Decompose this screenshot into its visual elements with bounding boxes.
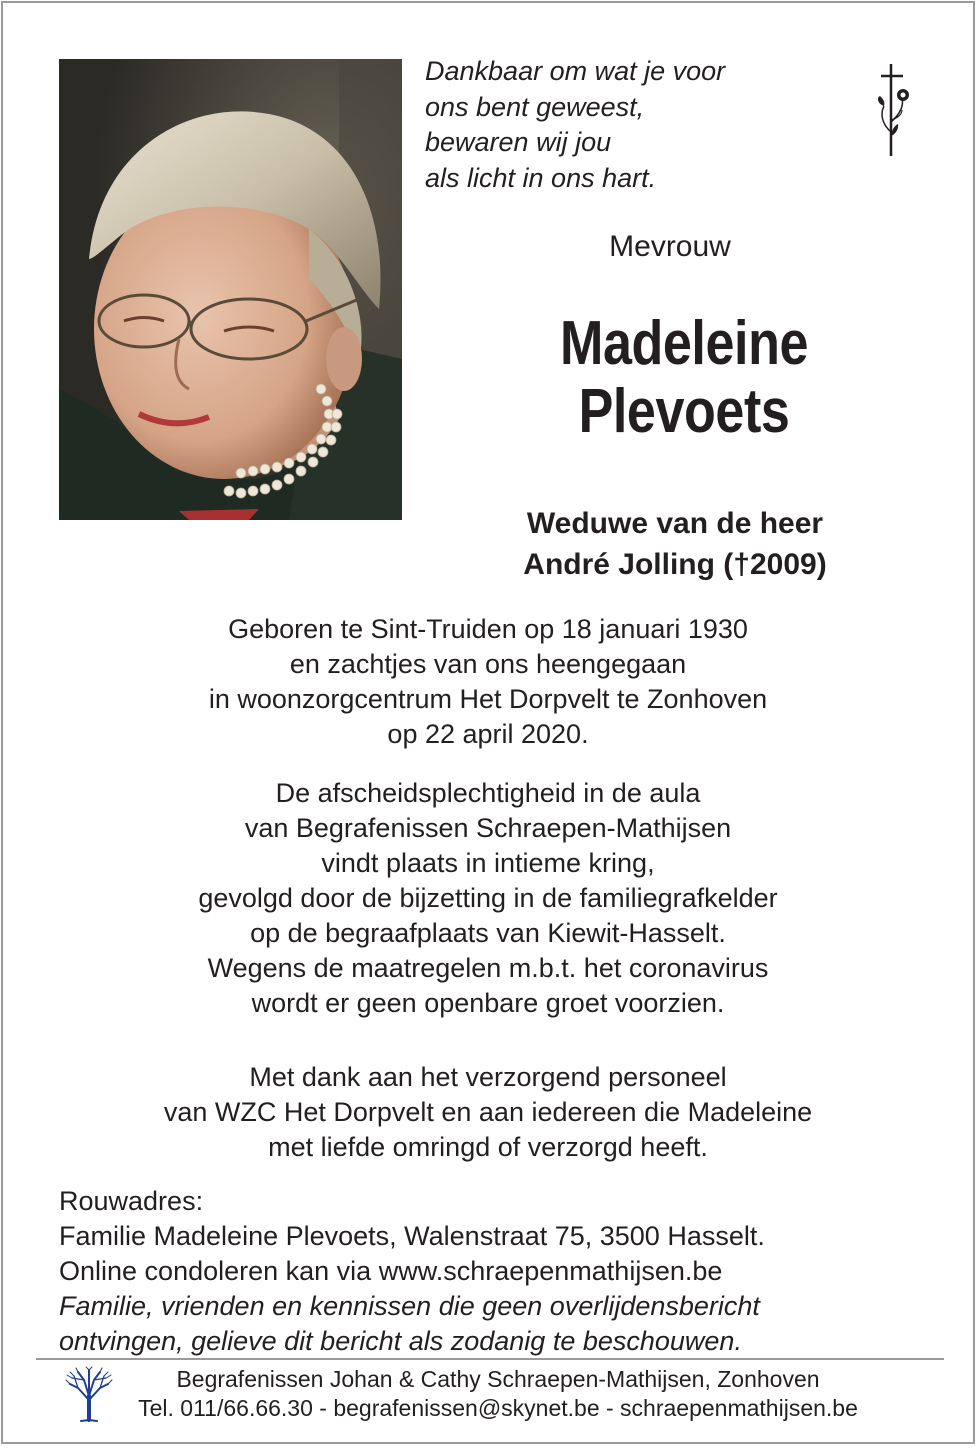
widow-line: André Jolling (†2009) [523, 548, 827, 581]
text-line: op 22 april 2020. [387, 719, 589, 749]
poem-line: bewaren wij jou [425, 127, 612, 157]
tree-logo-icon [64, 1366, 114, 1427]
text-line: Geboren te Sint-Truiden op 18 januari 1930 [228, 614, 748, 644]
birth-death-paragraph [60, 612, 916, 752]
company-name: Begrafenissen Johan & Cathy Schraepen-Mathijsen, Zonhoven [176, 1366, 820, 1392]
salutation: Mevrouw [609, 230, 731, 263]
text-line: vindt plaats in intieme kring, [321, 848, 655, 878]
text-line: wordt er geen openbare groet voorzien. [251, 988, 725, 1018]
widow-line: Weduwe van de heer [526, 507, 824, 540]
address-line: Familie Madeleine Plevoets, Walenstraat 75, 3500 Hasselt. [59, 1221, 765, 1251]
poem-line: Dankbaar om wat je voor [425, 56, 726, 86]
cross-with-rose-icon [872, 62, 922, 163]
mourning-address [59, 1184, 765, 1359]
poem [425, 54, 725, 196]
text-line: gevolgd door de bijzetting in de familiegrafkelder [198, 883, 778, 913]
text-line: met liefde omringd of verzorgd heeft. [268, 1132, 708, 1162]
text-line: en zachtjes van ons heengegaan [289, 649, 687, 679]
portrait-photo [59, 59, 402, 520]
text-line: in woonzorgcentrum Het Dorpvelt te Zonhoven [208, 684, 768, 714]
poem-line: ons bent geweest, [425, 91, 645, 122]
poem-line: als licht in ons hart. [425, 162, 657, 193]
notice-line: ontvingen, gelieve dit bericht als zodanig te beschouwen. [59, 1326, 742, 1356]
footer-divider [36, 1358, 944, 1360]
company-contact: Tel. 011/66.66.30 - begrafenissen@skynet.be - schraepenmathijsen.be [138, 1395, 858, 1421]
text-line: van WZC Het Dorpvelt en aan iedereen die Madeleine [163, 1097, 813, 1127]
funeral-home-footer [120, 1365, 876, 1423]
text-line: van Begrafenissen Schraepen-Mathijsen [244, 813, 732, 843]
online-condolence: Online condoleren kan via www.schraepenmathijsen.be [59, 1256, 723, 1286]
widow-of [450, 503, 900, 585]
thanks-paragraph [60, 1060, 916, 1165]
first-name: Madeleine [559, 309, 809, 378]
address-heading: Rouwadres: [59, 1186, 204, 1216]
deceased-name [482, 310, 885, 446]
ceremony-paragraph [60, 776, 916, 1021]
text-line: Met dank aan het verzorgend personeel [249, 1062, 727, 1092]
last-name: Plevoets [578, 377, 790, 446]
text-line: op de begraafplaats van Kiewit-Hasselt. [250, 918, 726, 948]
notice-line: Familie, vrienden en kennissen die geen overlijdensbericht [59, 1291, 760, 1321]
text-line: De afscheidsplechtigheid in de aula [275, 778, 701, 808]
text-line: Wegens de maatregelen m.b.t. het coronavirus [207, 953, 769, 983]
